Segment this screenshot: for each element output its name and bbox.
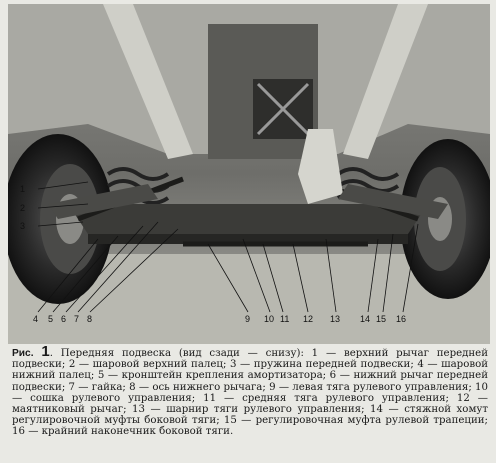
callout-5: 5 bbox=[48, 314, 54, 324]
callout-7: 7 bbox=[74, 314, 80, 324]
callout-14: 14 bbox=[360, 314, 371, 324]
figure-caption bbox=[12, 346, 488, 458]
callout-6: 6 bbox=[61, 314, 67, 324]
callout-8: 8 bbox=[87, 314, 93, 324]
suspension-photo bbox=[8, 4, 490, 344]
callout-1: 1 bbox=[20, 184, 26, 194]
callout-10: 10 bbox=[264, 314, 275, 324]
callout-3: 3 bbox=[20, 221, 26, 231]
callout-15: 15 bbox=[376, 314, 387, 324]
callout-9: 9 bbox=[245, 314, 251, 324]
callout-4: 4 bbox=[33, 314, 39, 324]
callout-11: 11 bbox=[280, 314, 290, 324]
figure-caption-text: . Передняя подвеска (вид сзади — снизу): 1 — верхний рычаг передней подвески; 2 — шаровой верхний палец; 3 — пружина передней подвески; 4 — шаровой нижний палец; 5 — кронштейн крепления амортизатора; 6 — нижний рычаг передней подвески; 7 — гайка; 8 — ось нижнего рычага; 9 — левая тяга рулевого управления; 10 — сошка рулевого управления; 11 — средняя тяга рулевого управления; 12 — маятниковый рычаг; 13 — шарнир тяги рулевого управления; 14 — стяжной хомут регулировочной муфты боковой тяги; 15 — регулировочная муфта рулевой трапеции; 16 — крайний наконечник боковой тяги. bbox=[12, 348, 488, 438]
figure-number: 1 bbox=[41, 346, 50, 360]
figure-prefix: Рис. bbox=[12, 348, 34, 359]
callout-13: 13 bbox=[330, 314, 341, 324]
callout-12: 12 bbox=[303, 314, 314, 324]
callout-16: 16 bbox=[396, 314, 407, 324]
callout-2: 2 bbox=[20, 203, 26, 213]
suspension-illustration bbox=[8, 4, 490, 344]
